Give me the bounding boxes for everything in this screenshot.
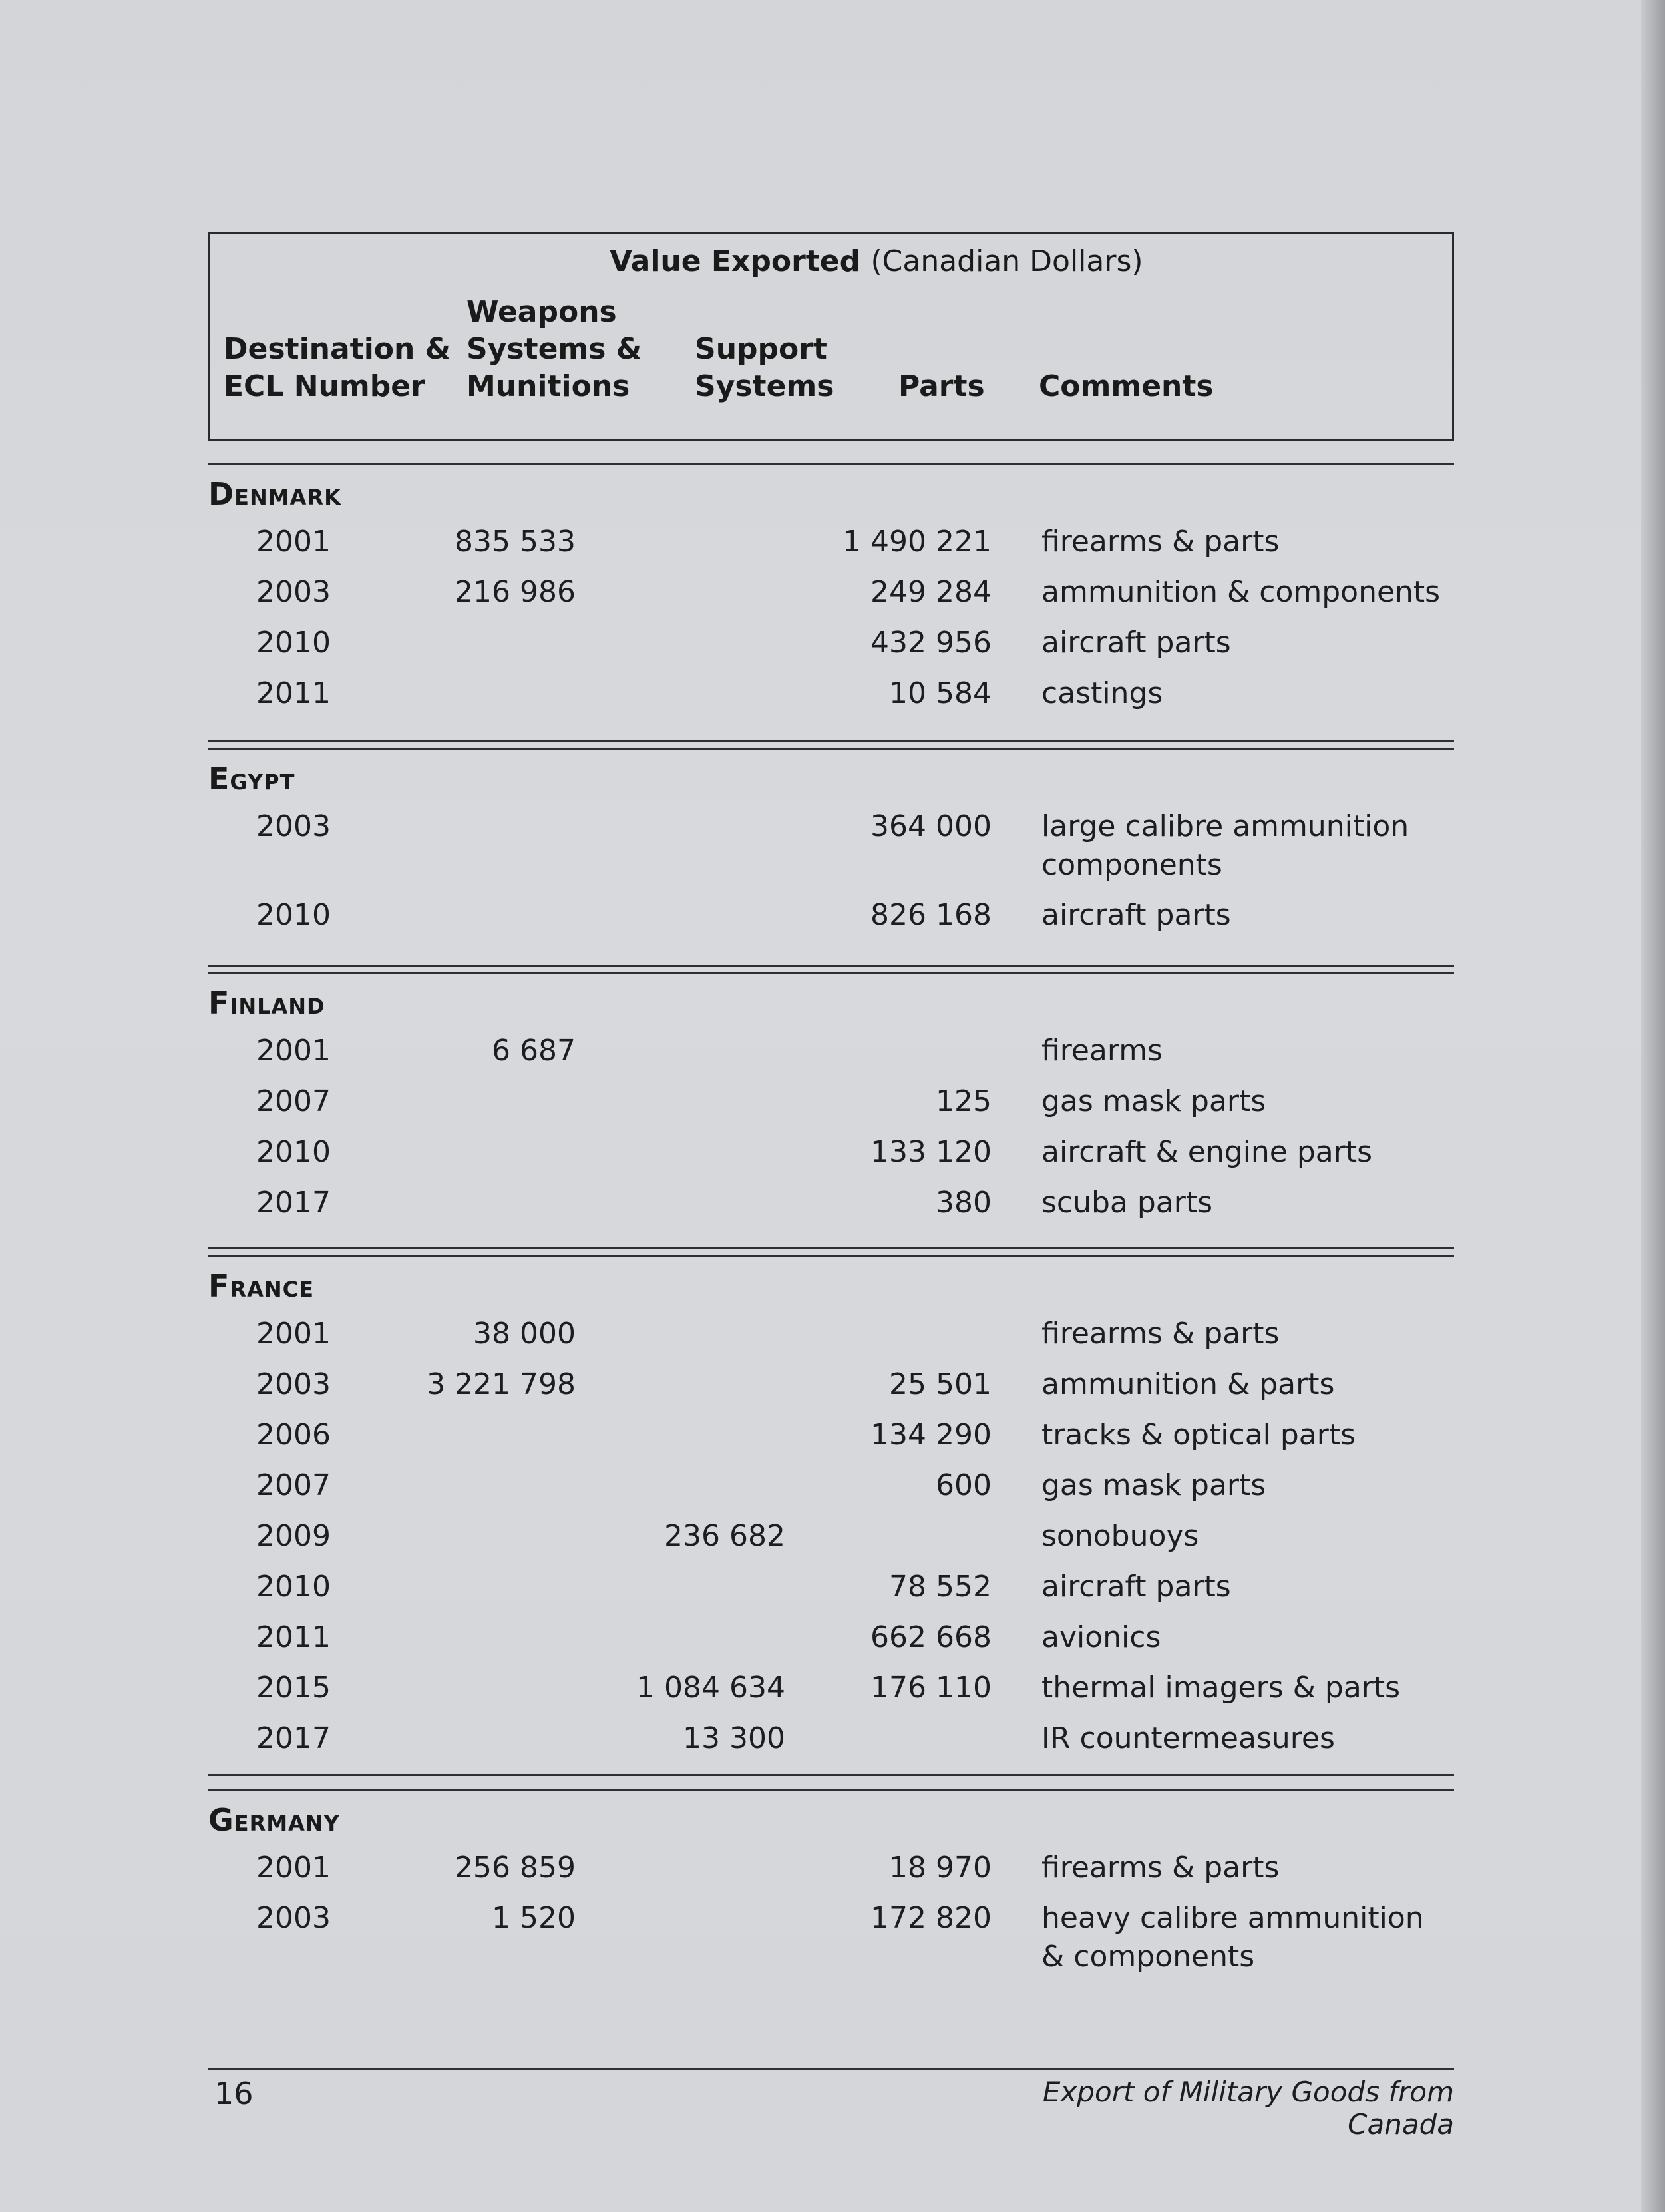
row-weapons-value: 1 520 [492, 1901, 576, 1935]
row-year: 2010 [256, 1570, 331, 1604]
row-comments: firearms & parts [1041, 1851, 1280, 1884]
row-parts-value: 662 668 [870, 1620, 992, 1654]
row-weapons-value: 3 221 798 [427, 1367, 576, 1401]
row-comments: large calibre ammunition components [1041, 809, 1409, 882]
header-comments: Comments [1039, 369, 1214, 403]
row-comments: firearms & parts [1041, 1317, 1280, 1351]
row-comments: gas mask parts [1041, 1084, 1266, 1118]
footer-title: Export of Military Goods from Canada [1042, 2076, 1454, 2141]
section-rule [208, 965, 1454, 967]
row-parts-value: 1 490 221 [842, 525, 992, 558]
row-parts-value: 125 [936, 1084, 992, 1118]
page-edge [1641, 0, 1665, 2212]
row-parts-value: 826 168 [870, 898, 992, 932]
header-group-unit: (Canadian Dollars) [870, 244, 1143, 278]
header-weapons-line1: Weapons [466, 295, 617, 329]
row-year: 2015 [256, 1671, 331, 1705]
row-support-value: 1 084 634 [636, 1671, 785, 1705]
row-year: 2003 [256, 1367, 331, 1401]
row-year: 2011 [256, 676, 331, 710]
country-heading: France [208, 1268, 314, 1304]
country-heading: Finland [208, 985, 325, 1021]
section-rule [208, 972, 1454, 974]
row-parts-value: 134 290 [870, 1418, 992, 1452]
row-year: 2001 [256, 1034, 331, 1068]
row-year: 2010 [256, 898, 331, 932]
section-rule [208, 1789, 1454, 1791]
row-comments: heavy calibre ammunition & components [1041, 1901, 1424, 1974]
row-comments: tracks & optical parts [1041, 1418, 1356, 1452]
country-heading: Egypt [208, 761, 295, 797]
row-weapons-value: 38 000 [473, 1317, 576, 1351]
section-rule [208, 1247, 1454, 1249]
row-weapons-value: 835 533 [455, 525, 576, 558]
row-parts-value: 25 501 [889, 1367, 992, 1401]
row-support-value: 236 682 [664, 1519, 785, 1553]
row-comments: castings [1041, 676, 1163, 710]
header-destination [224, 331, 451, 405]
row-comments: gas mask parts [1041, 1468, 1266, 1502]
row-comments: aircraft parts [1041, 1570, 1231, 1604]
row-parts-value: 364 000 [870, 809, 992, 843]
row-parts-value: 133 120 [870, 1135, 992, 1169]
row-parts-value: 172 820 [870, 1901, 992, 1935]
header-weapons [466, 294, 642, 405]
row-comments: ammunition & components [1041, 575, 1441, 609]
row-year: 2010 [256, 1135, 331, 1169]
row-comments: sonobuoys [1041, 1519, 1199, 1553]
header-group-title-text: Value Exported [610, 244, 861, 278]
row-year: 2009 [256, 1519, 331, 1553]
row-weapons-value: 6 687 [492, 1034, 576, 1068]
row-year: 2017 [256, 1721, 331, 1755]
row-year: 2010 [256, 626, 331, 660]
row-parts-value: 176 110 [870, 1671, 992, 1705]
row-comments: IR countermeasures [1041, 1721, 1335, 1755]
row-weapons-value: 256 859 [455, 1851, 576, 1884]
row-year: 2011 [256, 1620, 331, 1654]
row-year: 2007 [256, 1084, 331, 1118]
row-parts-value: 78 552 [889, 1570, 992, 1604]
header-destination-line2: ECL Number [224, 369, 425, 403]
row-year: 2007 [256, 1468, 331, 1502]
header-support-line1: Support [695, 332, 827, 366]
row-parts-value: 380 [936, 1186, 992, 1219]
section-rule [208, 463, 1454, 465]
row-comments: aircraft parts [1041, 626, 1231, 660]
row-support-value: 13 300 [683, 1721, 785, 1755]
row-year: 2003 [256, 1901, 331, 1935]
row-year: 2001 [256, 1851, 331, 1884]
table-header [208, 232, 1454, 441]
header-group-title [610, 243, 1143, 280]
row-parts-value: 249 284 [870, 575, 992, 609]
section-rule [208, 1774, 1454, 1776]
header-weapons-line3: Munitions [466, 369, 630, 403]
page-number: 16 [214, 2076, 254, 2111]
row-comments: ammunition & parts [1041, 1367, 1335, 1401]
row-parts-value: 18 970 [889, 1851, 992, 1884]
country-heading: Denmark [208, 476, 341, 512]
row-parts-value: 10 584 [889, 676, 992, 710]
header-support-line2: Systems [695, 369, 834, 403]
header-support [695, 331, 834, 405]
row-comments: aircraft & engine parts [1041, 1135, 1373, 1169]
header-parts: Parts [898, 369, 985, 403]
row-year: 2003 [256, 809, 331, 843]
footer-rule [208, 2068, 1454, 2070]
section-rule [208, 1255, 1454, 1257]
row-parts-value: 600 [936, 1468, 992, 1502]
row-comments: scuba parts [1041, 1186, 1213, 1219]
section-rule [208, 748, 1454, 750]
header-weapons-line2: Systems & [466, 332, 642, 366]
row-year: 2001 [256, 525, 331, 558]
header-destination-line1: Destination & [224, 332, 451, 366]
row-year: 2006 [256, 1418, 331, 1452]
country-heading: Germany [208, 1802, 340, 1838]
row-year: 2017 [256, 1186, 331, 1219]
row-weapons-value: 216 986 [455, 575, 576, 609]
section-rule [208, 740, 1454, 742]
row-parts-value: 432 956 [870, 626, 992, 660]
row-comments: thermal imagers & parts [1041, 1671, 1401, 1705]
row-comments: avionics [1041, 1620, 1161, 1654]
row-comments: aircraft parts [1041, 898, 1231, 932]
row-comments: firearms & parts [1041, 525, 1280, 558]
row-year: 2001 [256, 1317, 331, 1351]
row-comments: firearms [1041, 1034, 1163, 1068]
row-year: 2003 [256, 575, 331, 609]
